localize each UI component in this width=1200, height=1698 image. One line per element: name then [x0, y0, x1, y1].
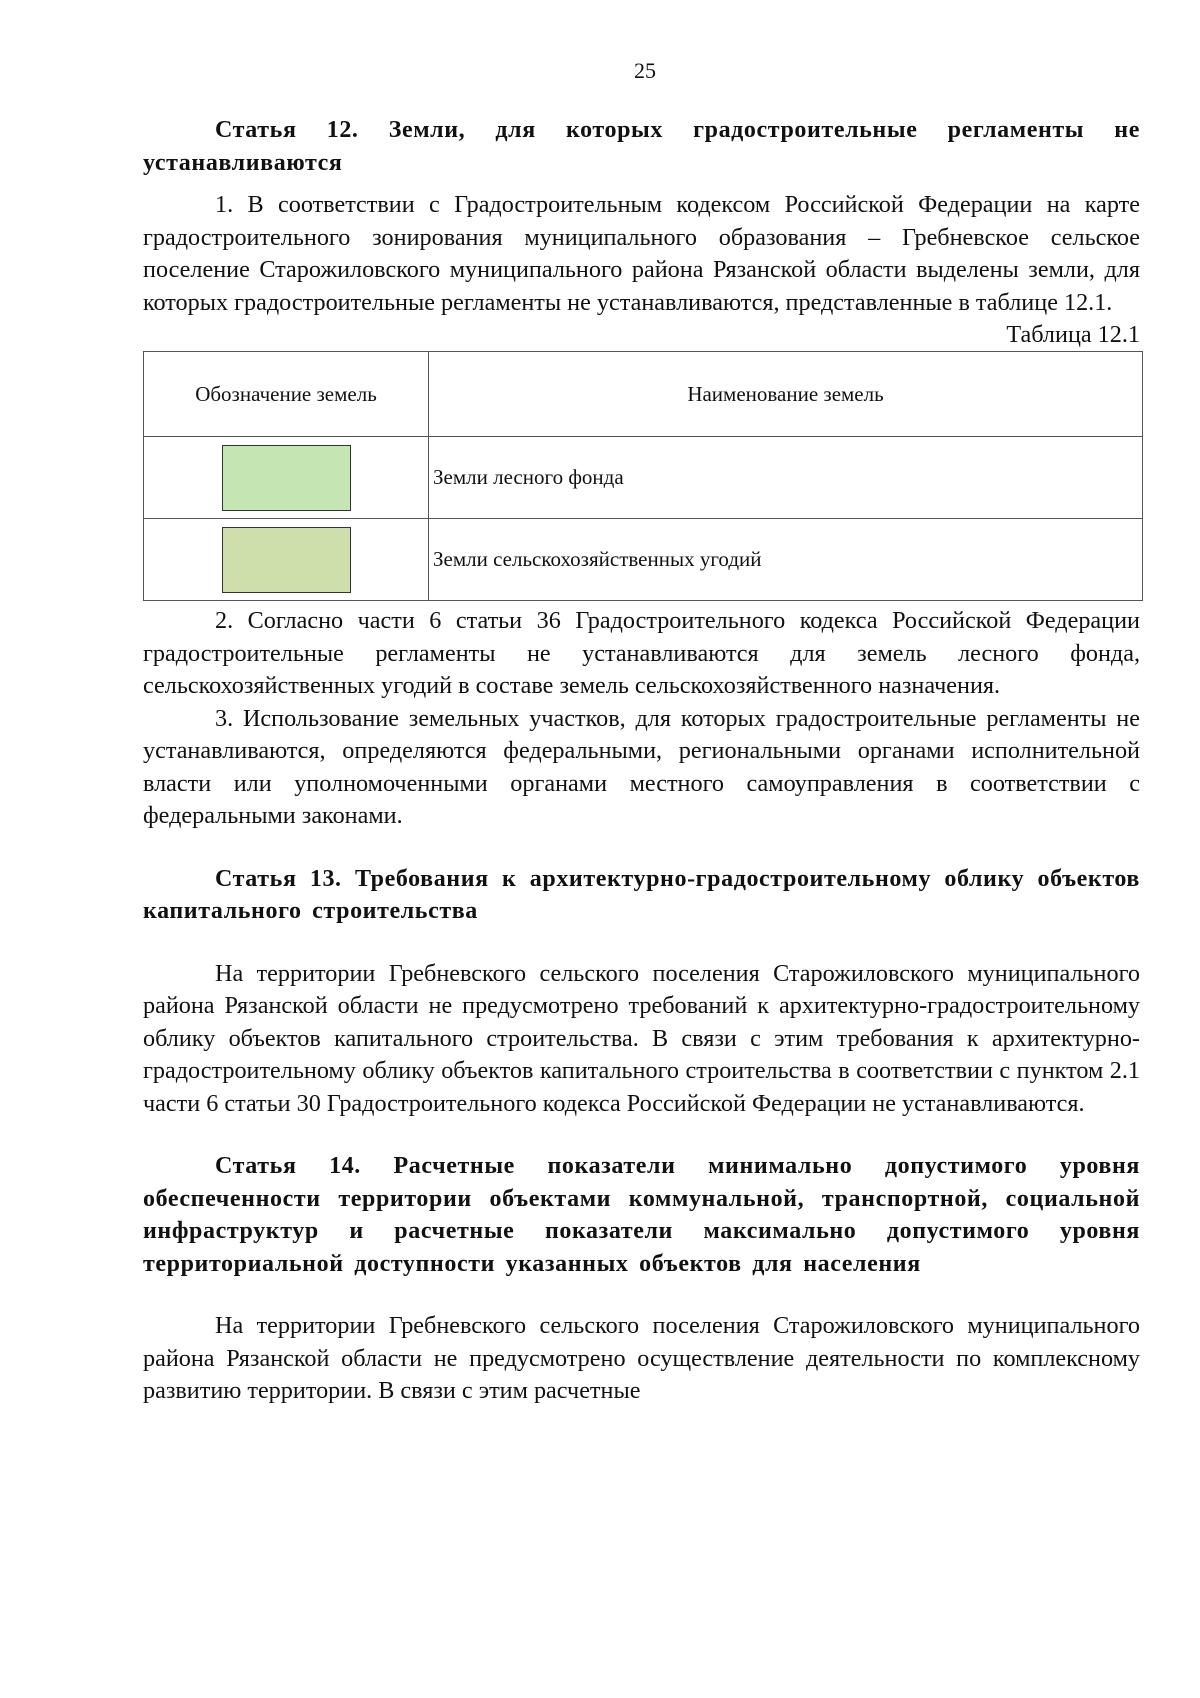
table-cell-name: Земли сельскохозяйственных угодий — [429, 519, 1143, 601]
table-row — [144, 519, 1143, 601]
table-caption: Таблица 12.1 — [1006, 321, 1140, 348]
page-number: 25 — [634, 58, 656, 83]
article-12-title: Статья 12. Земли, для которых градостроительные регламенты не устанавливаются — [143, 117, 1140, 176]
table-cell-swatch — [144, 437, 429, 519]
table-header-name: Наименование земель — [429, 352, 1143, 437]
article-12-paragraph-3: 3. Использование земельных участков, для которых градостроительные регламенты не устанавливаются, определяются федеральными, региональными органами исполнительной власти или уполномоченными органами местного самоуправления в соответствии с федеральными законами. — [143, 704, 1140, 829]
article-14-paragraph-1: На территории Гребневского сельского поселения Старожиловского муниципального района Рязанской области не предусмотрено осуществление деятельности по комплексному развитию территории. В связи с этим расчетные — [143, 1312, 1140, 1404]
table-header-code: Обозначение земель — [144, 352, 429, 437]
table-cell-swatch — [144, 519, 429, 601]
lands-table — [143, 351, 1143, 601]
article-12-paragraph-1: 1. В соответствии с Градостроительным кодексом Российской Федерации на карте градостроительного зонирования муниципального образования – Гребневское сельское поселение Старожиловского муниципального района Рязанской области выделены земли, для которых градостроительные регламенты не устанавливаются, представленные в таблице 12.1. — [143, 191, 1140, 316]
document-body — [143, 114, 1140, 1408]
article-13-paragraph-1: На территории Гребневского сельского поселения Старожиловского муниципального района Рязанской области не предусмотрено требований к архитектурно-градостроительному облику объектов капитального строительства. В связи с этим требования к архитектурно-градостроительному облику объектов капитального строительства в соответствии с пунктом 2.1 части 6 статьи 30 Градостроительного кодекса Российской Федерации не устанавливаются. — [143, 959, 1140, 1117]
table-row — [144, 437, 1143, 519]
forest-lands-swatch — [222, 445, 351, 511]
table-header-row — [144, 352, 1143, 437]
agricultural-lands-swatch — [222, 527, 351, 593]
article-13-title: Статья 13. Требования к архитектурно-градостроительному облику объектов капитального строительства — [143, 865, 1140, 924]
article-14-title: Статья 14. Расчетные показатели минимально допустимого уровня обеспеченности территории объектами коммунальной, транспортной, социальной инфраструктур и расчетные показатели максимально допустимого уровня территориальной доступности указанных объектов для населения — [143, 1153, 1140, 1277]
article-12-paragraph-2: 2. Согласно части 6 статьи 36 Градостроительного кодекса Российской Федерации градостроительные регламенты не устанавливаются для земель лесного фонда, сельскохозяйственных угодий в составе земель сельскохозяйственного назначения. — [143, 607, 1140, 699]
table-cell-name: Земли лесного фонда — [429, 437, 1143, 519]
